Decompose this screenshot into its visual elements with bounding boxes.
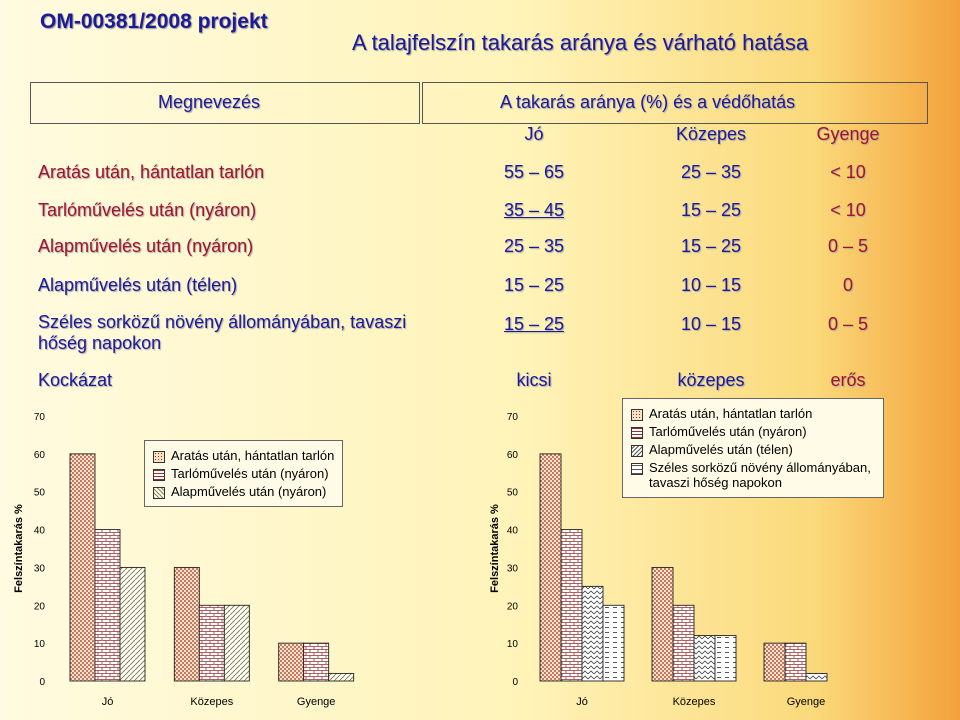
page-title: A talajfelszín takarás aránya és várható hatása [352,30,809,55]
y-axis-label: Felszíntakarás % [13,504,25,593]
risk-eros: erős [830,370,866,390]
bar [673,605,694,681]
y-tick-label: 40 [33,525,45,537]
legend-label: Aratás után, hántatlan tarlón [649,406,813,421]
row-4-gyenge: 0 – 5 [827,314,869,334]
row-name-1: Tarlóművelés után (nyáron) [38,200,257,220]
swatch-dashes [631,463,643,475]
x-tick-label: Közepes [190,696,234,708]
bar [70,454,95,681]
bar [785,643,806,681]
swatch-zigzag [631,445,643,457]
bar [540,454,561,681]
group-header: A takarás aránya (%) és a védőhatás [500,92,796,112]
y-axis-label: Felszíntakarás % [489,504,501,593]
legend-label: Aratás után, hántatlan tarlón [171,448,335,463]
row-4-jo: 15 – 25 [503,314,565,334]
legend-item [631,442,875,457]
left-chart-legend [144,440,343,507]
y-tick-label: 0 [39,677,45,688]
col-header-jo: Jó [524,124,544,144]
y-tick-label: 60 [506,449,518,461]
row-1-gyenge: < 10 [830,200,866,220]
legend-item [153,448,334,463]
y-tick-label: 70 [33,412,45,423]
y-tick-label: 40 [506,525,518,537]
row-0-gyenge: < 10 [830,162,866,182]
bar [279,643,304,681]
row-1-kozepes: 15 – 25 [680,200,742,220]
legend-label: Alapművelés után (nyáron) [171,484,327,499]
row-0-jo: 55 – 65 [503,162,565,182]
legend-label: Tarlóművelés után (nyáron) [171,466,329,481]
coverage-table [30,82,928,398]
row-2-kozepes: 15 – 25 [680,236,742,256]
swatch-bricks [631,427,643,439]
legend-item [631,460,875,490]
col-header-gyenge: Gyenge [816,124,880,144]
y-tick-label: 60 [33,449,45,461]
row-4-kozepes: 10 – 15 [680,314,742,334]
bar [764,643,785,681]
name-header: Megnevezés [158,92,261,112]
bar [715,636,736,681]
y-tick-label: 70 [506,412,518,423]
y-tick-label: 50 [506,487,518,499]
bar [603,605,624,681]
swatch-dots [153,451,165,463]
y-tick-label: 0 [512,677,518,688]
y-tick-label: 30 [506,563,518,575]
x-tick-label: Jó [576,696,588,708]
row-1-jo: 35 – 45 [503,200,565,220]
bar [652,567,673,681]
row-3-jo: 15 – 25 [503,275,565,295]
swatch-bricks [153,469,165,481]
bar [120,567,145,681]
x-tick-label: Gyenge [296,696,336,708]
right-chart-legend [622,398,884,498]
row-2-gyenge: 0 – 5 [827,236,869,256]
bar [174,567,199,681]
legend-item [153,484,334,499]
row-name-2: Alapművelés után (nyáron) [38,236,254,256]
row-0-kozepes: 25 – 35 [680,162,742,182]
bar [224,605,249,681]
col-header-kozepes: Közepes [675,124,747,144]
row-2-jo: 25 – 35 [503,236,565,256]
bar [329,673,354,681]
y-tick-label: 50 [33,487,45,499]
bar [95,530,120,681]
y-tick-label: 20 [506,601,518,613]
row-name-3: Alapművelés után (télen) [38,275,238,295]
bar [199,605,224,681]
bar [694,636,715,681]
risk-kozepes: közepes [677,370,745,390]
y-tick-label: 10 [33,639,45,651]
risk-jo: kicsi [516,370,552,390]
legend-item [631,424,875,439]
legend-label: Széles sorközű növény állományában, tavaszi hőség napokon [649,460,871,490]
y-tick-label: 20 [33,601,45,613]
legend-item [153,466,334,481]
swatch-dots [631,409,643,421]
x-tick-label: Gyenge [786,696,826,708]
bar [582,586,603,681]
row-name-0: Aratás után, hántatlan tarlón [38,162,265,182]
risk-label: Kockázat [38,370,113,390]
legend-label: Alapművelés után (télen) [649,442,793,457]
bar [304,643,329,681]
row-3-kozepes: 10 – 15 [680,275,742,295]
swatch-diagonal [153,487,165,499]
y-tick-label: 10 [506,639,518,651]
x-tick-label: Közepes [672,696,716,708]
row-3-gyenge: 0 [842,275,853,295]
y-tick-label: 30 [33,563,45,575]
project-code: OM-00381/2008 projekt [40,10,268,33]
bar [806,673,827,681]
x-tick-label: Jó [101,696,114,708]
bar [561,530,582,681]
legend-item [631,406,875,421]
legend-label: Tarlóművelés után (nyáron) [649,424,807,439]
row-name-4: Széles sorközű növény állományában, tavaszi hőség napokon [38,312,407,353]
